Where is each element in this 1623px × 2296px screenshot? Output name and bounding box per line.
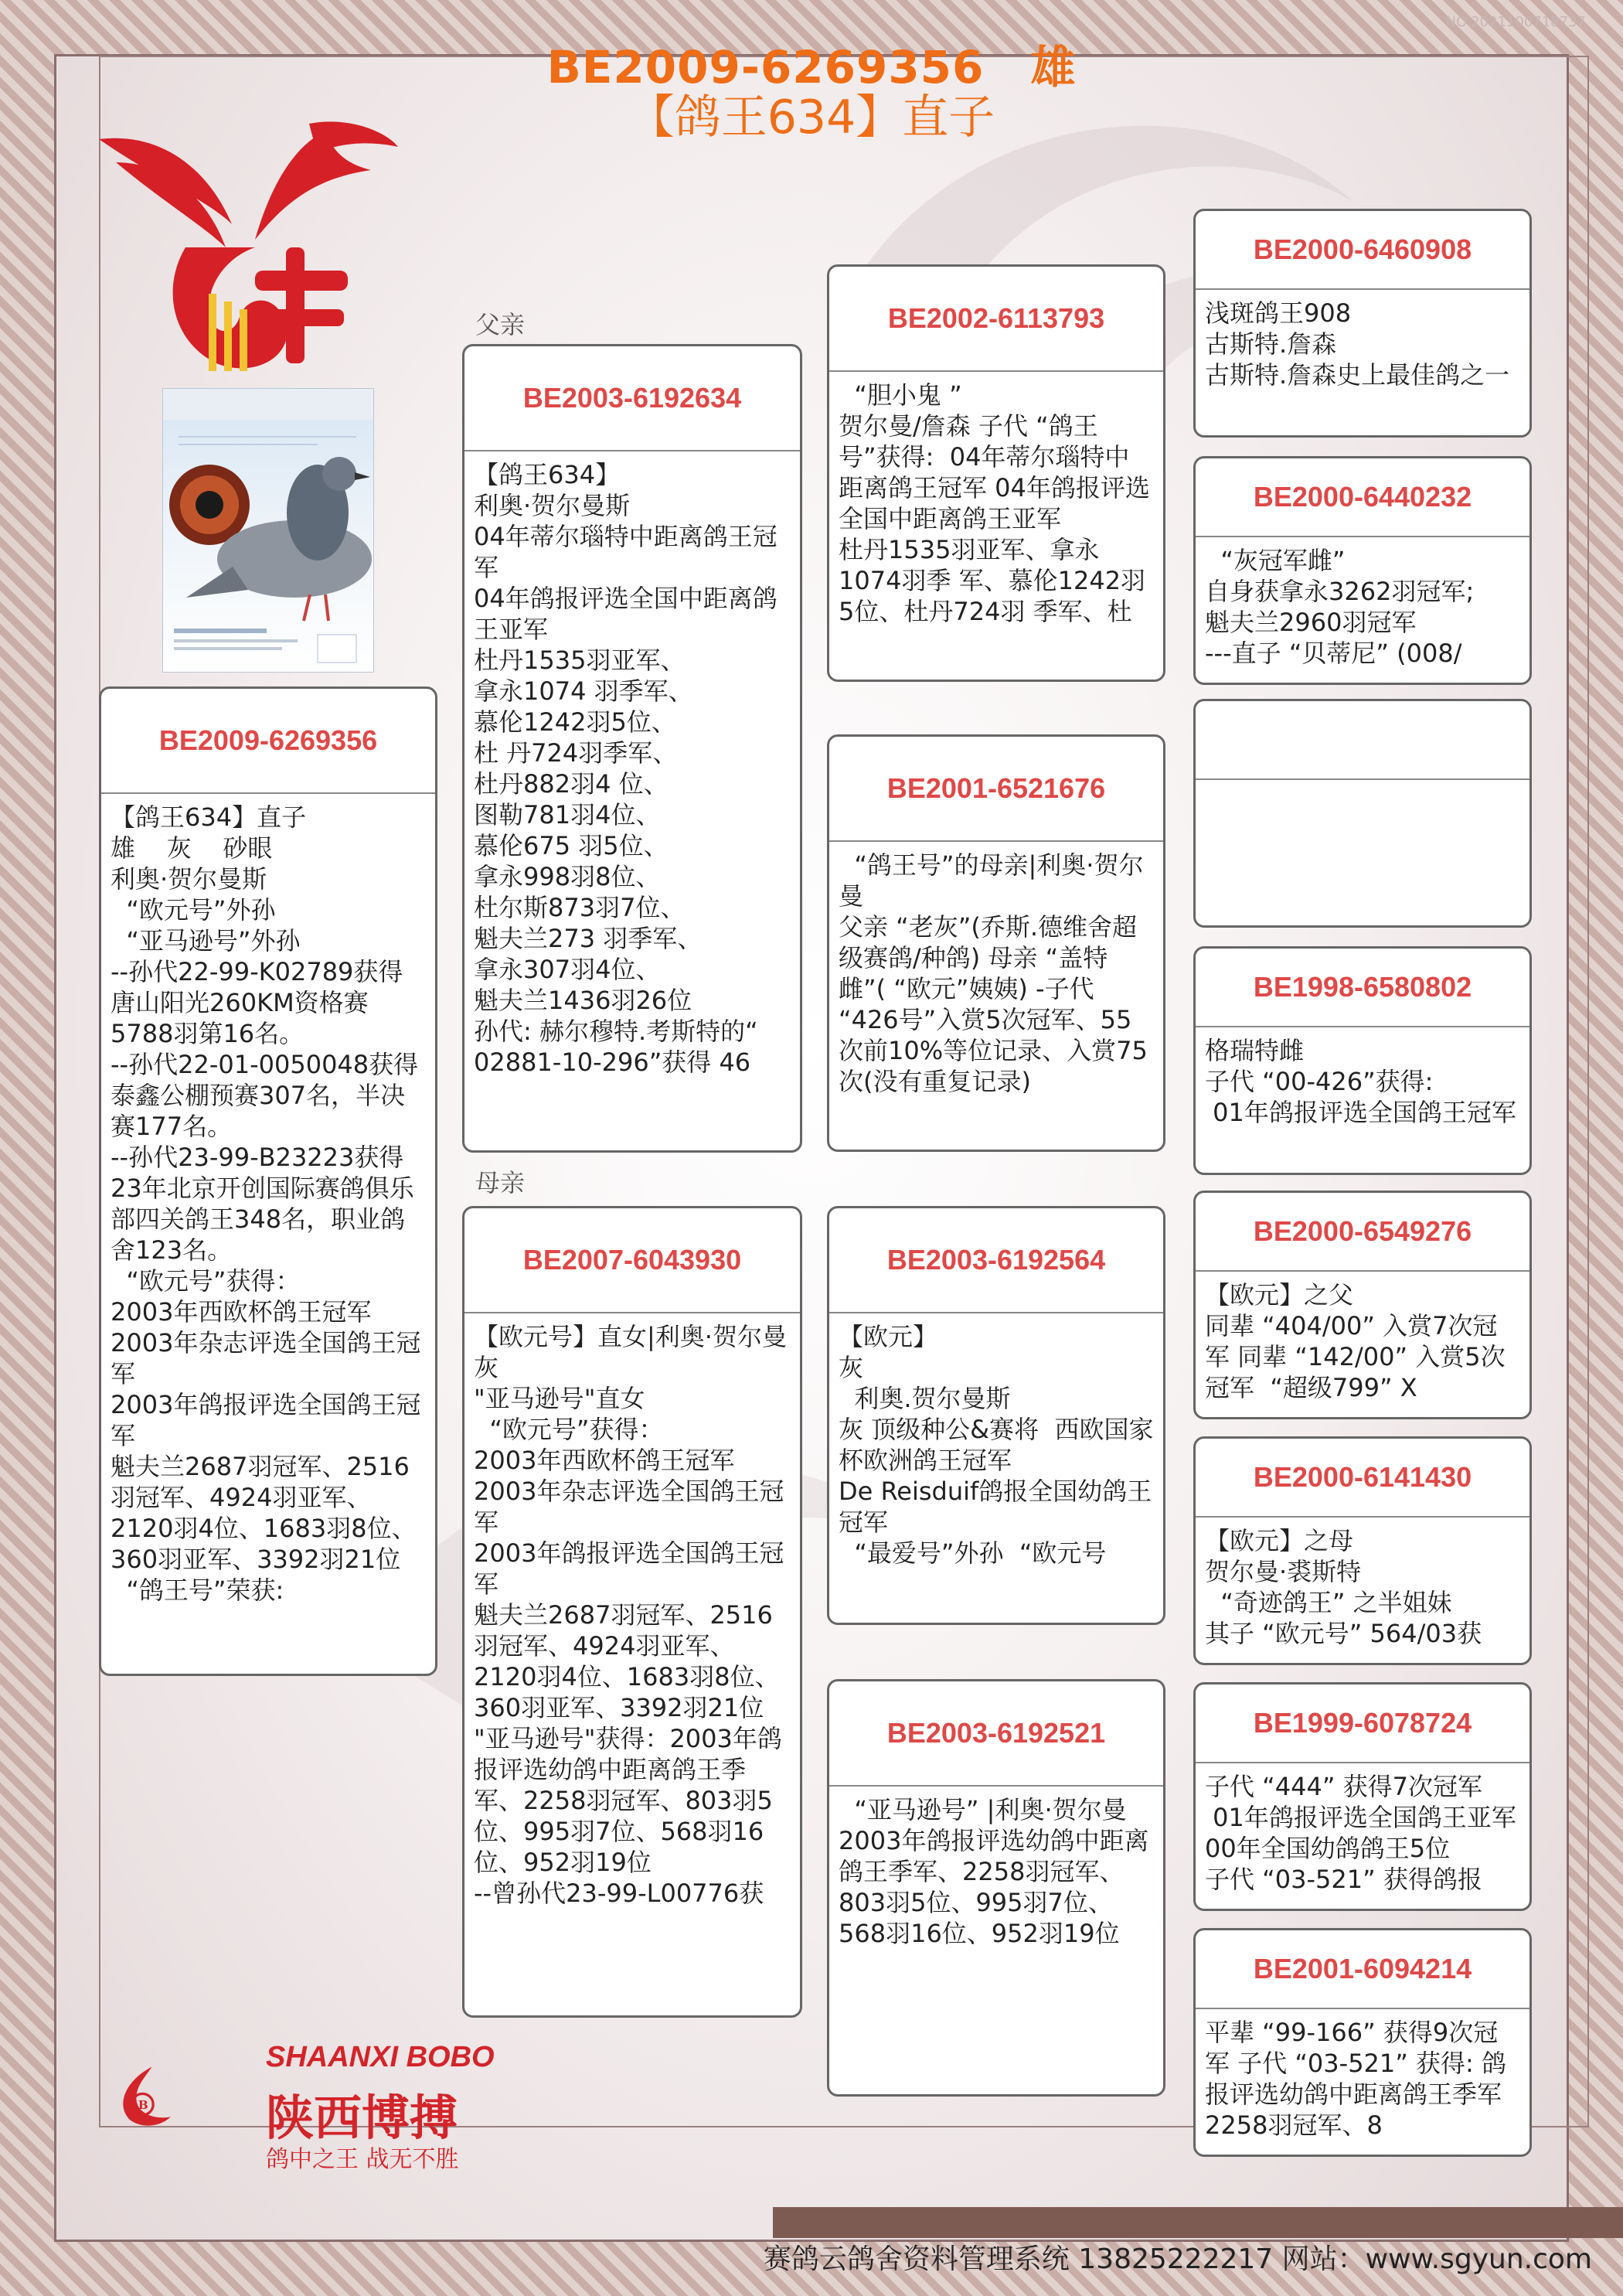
great-grandparent-ring: BE2000-6460908 [1196, 211, 1529, 290]
grandparent-description: “鸽王号”的母亲|利奥·贺尔曼 父亲 “老灰”(乔斯.德维舍超级赛鸽/种鸽) 母亲 “盖特雌”( “欧元”姨姨) -子代 “426号”入赏5次冠军、55次前10%等位记录、入赏75次(没有重复记录) [839, 850, 1148, 1096]
grandparent-description: 【欧元】 灰 利奥.贺尔曼斯 灰 顶级种公&赛将 西欧国家杯欧洲鸽王冠军 De Reisduif鸽报全国幼鸽王冠军 “最爱号”外孙 “欧元号 [839, 1322, 1154, 1568]
great-grandparent-ring: BE1998-6580802 [1196, 949, 1529, 1027]
brand-name-english: SHAANXI BOBO [266, 2041, 495, 2073]
subject-card [99, 686, 437, 1676]
grandparent-description: “胆小鬼 ” 贺尔曼/詹森 子代 “鸽王号”获得: 04年蒂尔瑙特中距离鸽王冠军 04年鸽报评选全国中距离鸽王亚军 杜丹1535羽亚军、拿永1074羽季 军、慕伦1242羽5位、杜丹724羽 季军、杜 [839, 380, 1150, 626]
father-label: 父亲 [475, 310, 526, 339]
brand-name-chinese: 陕西博搏 [266, 2090, 458, 2146]
sire-ring: BE2003-6192634 [464, 346, 800, 451]
great-grandparent-card [1193, 1682, 1532, 1911]
great-grandparent-card [1193, 946, 1532, 1175]
pigeon-photo [162, 388, 374, 673]
subject-ring: BE2009-6269356 [101, 689, 435, 794]
grandparent-card [827, 734, 1165, 1152]
title-sex: 雄 [1030, 41, 1077, 94]
grandparent-card [827, 1679, 1165, 2097]
title-ring: BE2009-6269356 [546, 41, 985, 94]
great-grandparent-description: 格瑞特雌 子代 “00-426”获得: 01年鸽报评选全国鸽王冠军 [1205, 1036, 1516, 1127]
grandparent-card [827, 1206, 1165, 1625]
grandparent-card [827, 264, 1165, 682]
dam-description: 【欧元号】直女|利奥·贺尔曼 灰 "亚马逊号"直女 “欧元号”获得： 2003年西欧杯鸽王冠军 2003年杂志评选全国鸽王冠军 2003年鸽报评选全国鸽王冠军 魁夫兰2687羽冠军、2516 羽冠军、4924羽亚军、2120羽4位、1683羽8位、360羽亚军、3392羽21位 "亚马逊号"获得：2003年鸽报评选幼鸽中距离鸽王季军、2258羽冠军、803羽5位、995羽7位、568羽16位、952羽19位 --曾孙代23-99-L00776获 [474, 1322, 787, 1908]
great-grandparent-ring: BE2000-6141430 [1196, 1439, 1529, 1518]
great-grandparent-ring: BE1999-6078724 [1196, 1685, 1529, 1763]
great-grandparent-description: 【欧元】之母 贺尔曼·裘斯特 “奇迹鸽王” 之半姐妹 其子 “欧元号” 564/03获 [1205, 1526, 1482, 1648]
dam-ring: BE2007-6043930 [464, 1208, 800, 1313]
grandparent-ring: BE2003-6192564 [829, 1208, 1163, 1313]
great-grandparent-description: “灰冠军雌” 自身获拿永3262羽冠军; 魁夫兰2960羽冠军 ---直子 “贝蒂尼” (008/ [1205, 546, 1475, 668]
great-grandparent-description: 【欧元】之父 同辈 “404/00” 入赏7次冠军 同辈 “142/00” 入赏5次冠军 “超级799” X [1205, 1280, 1506, 1402]
footer-bar [773, 2207, 1623, 2238]
great-grandparent-card [1193, 1436, 1532, 1665]
page-subtitle: 【鸽王634】直子 [628, 90, 995, 145]
great-grandparent-ring: BE2001-6094214 [1196, 1930, 1529, 2009]
great-grandparent-card [1193, 456, 1532, 685]
grandparent-ring: BE2001-6521676 [829, 737, 1163, 842]
great-grandparent-card [1193, 699, 1532, 928]
great-grandparent-card [1193, 209, 1532, 438]
dam-card [462, 1206, 802, 2018]
great-grandparent-description: 子代 “444” 获得7次冠军 01年鸽报评选全国鸽王亚军 00年全国幼鸽鸽王5位 子代 “03-521” 获得鸽报 [1205, 1772, 1516, 1894]
great-grandparent-ring [1196, 701, 1529, 780]
brand-logo-icon [108, 2010, 270, 2180]
subject-description: 【鸽王634】直子 雄 灰 砂眼 利奥·贺尔曼斯 “欧元号”外孙 “亚马逊号”外孙 --孙代22-99-K02789获得唐山阳光260KM资格赛5788羽第16名。 --孙代22-01-0050048获得泰鑫公棚预赛307名，半决赛177名。 --孙代23-99-B23223获得23年北京开创国际赛鸽俱乐部四关鸽王348名，职业鸽舍123名。 “欧元号”获得： 2003年西欧杯鸽王冠军 2003年杂志评选全国鸽王冠军 2003年鸽报评选全国鸽王冠军 魁夫兰2687羽冠军、2516 羽冠军、4924羽亚军、2120羽4位、1683羽8位、360羽亚军、3392羽21位 “鸽王号”荣获: [111, 802, 421, 1605]
mother-label: 母亲 [475, 1168, 526, 1197]
grandparent-description: “亚马逊号” |利奥·贺尔曼 2003年鸽报评选幼鸽中距离鸽王季军、2258羽冠军、803羽5位、995羽7位、568羽16位、952羽19位 [839, 1795, 1149, 1948]
great-grandparent-description [1196, 780, 1529, 927]
grandparent-ring: BE2003-6192521 [829, 1681, 1163, 1787]
great-grandparent-ring: BE2000-6549276 [1196, 1193, 1529, 1272]
svg-text:B: B [138, 2097, 148, 2112]
great-grandparent-card [1193, 1928, 1532, 2157]
sire-description: 【鸽王634】 利奥·贺尔曼斯 04年蒂尔瑙特中距离鸽王冠军 04年鸽报评选全国中距离鸽王亚军 杜丹1535羽亚军、 拿永1074 羽季军、 慕伦1242羽5位、 杜 丹724羽季军、 杜丹882羽4 位、 图勒781羽4位、 慕伦675 羽5位、 拿永998羽8位、 杜尔斯873羽7位、 魁夫兰273 羽季军、 拿永307羽4位、 魁夫兰1436羽26位 孙代: 赫尔穆特.考斯特的“ 02881-10-296”获得 46 [474, 460, 777, 1077]
great-grandparent-ring: BE2000-6440232 [1196, 458, 1529, 537]
great-grandparent-description: 平辈 “99-166” 获得9次冠军 子代 “03-521” 获得: 鸽报评选幼鸽中距离鸽王季军 2258羽冠军、8 [1205, 2018, 1510, 2140]
great-grandparent-card [1193, 1191, 1532, 1419]
phoenix-logo-icon [93, 116, 402, 379]
brand-slogan: 鸽中之王 战无不胜 [266, 2146, 459, 2173]
pigeon-image [163, 389, 373, 672]
document-number: NO.2021100718737 [1445, 14, 1586, 30]
footer-text: 赛鸽云鸽舍资料管理系统 13825222217 网站：www.sgyun.com [763, 2243, 1592, 2275]
grandparent-ring: BE2002-6113793 [829, 267, 1163, 372]
great-grandparent-description: 浅斑鸽王908 古斯特.詹森 古斯特.詹森史上最佳鸽之一 [1205, 298, 1510, 390]
sire-card [462, 344, 802, 1153]
